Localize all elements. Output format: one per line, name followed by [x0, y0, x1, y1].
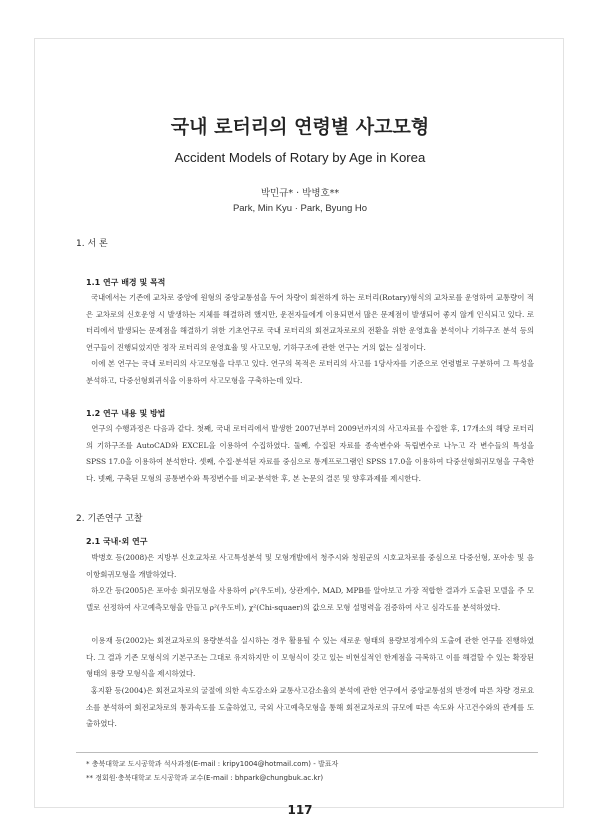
paragraph: 국내에서는 기존에 교차로 중앙에 원형의 중앙교통섬을 두어 차량이 회전하게 하는 로터리(Rotary)형식의 교차로를 운영하여 교통량이 적은 교차로의 신호운영 시 발생하는 지체를 해결하려 했지만, 운전자들에게 이용되면서 많은 문제점이 발생되어 좋지 않게 인식되고 있다. 로터리에서 발생되는 문제점을 해결하기 위한 기초연구로 국내 로터리의 회전교차로로의 전환을 위한 운영효율 분석이나 기하구조 분석 등의 연구들이 진행되었지만 정작 로터리의 운영효율 및 사고모형, 기하구조에 관한 연구는 거의 없는 실정이다.: [86, 293, 534, 352]
paper-title: 국내 로터리의 연령별 사고모형: [170, 116, 430, 138]
paragraph: 박병호 등(2008)은 지방부 신호교차로 사고특성분석 및 모형개발에서 청주시와 청원군의 시호교차로를 중심으로 다중선형, 포아송 및 음이항회귀모형을 개발하였다.: [86, 553, 534, 579]
paragraph: 이용재 등(2002)는 회전교차로의 용량분석을 실시하는 경우 활용될 수 있는 새로운 형태의 용량보정계수의 도출에 관한 연구를 진행하였다. 그 결과 기존 모형식의 기본구조는 그대로 유지하지만 이 모형식이 갖고 있는 비현실적인 한계점을 극복하고 이를 해결할 수 있는 확장된 형태의 용량 모형식을 제시하였다.: [86, 636, 534, 678]
footnote-author-1: * 충북대학교 도시공학과 석사과정(E-mail : kripy1004@hotmail.com) - 발표자: [86, 760, 339, 768]
section-heading-literature-review: 2. 기존연구 고찰: [76, 514, 143, 524]
section-heading-introduction: 1. 서 론: [76, 239, 108, 249]
paragraph: 이에 본 연구는 국내 로터리의 사고모형을 다루고 있다. 연구의 목적은 로터리의 사고를 1당사자를 기준으로 연령별로 구분하여 그 특성을 분석하고, 다중선형회귀식을 이용하여 사고모형을 구축하는데 있다.: [86, 359, 534, 385]
paragraph: 연구의 수행과정은 다음과 같다. 첫째, 국내 로터리에서 발생한 2007년부터 2009년까지의 사고자료를 수집한 후, 17개소의 해당 로터리의 기하구조를 AutoCAD와 EXCEL을 이용하여 수집하였다. 둘째, 수집된 자료를 종속변수와 독립변수로 나누고 각 변수들의 특성을 SPSS 17.0을 이용하여 분석한다. 셋째, 수집·분석된 자료를 중심으로 통계프로그램인 SPSS 17.0을 이용하여 다중선형회귀모형을 구축한다. 넷째, 구축된 모형의 공통변수와 특정변수를 비교·분석한 후, 본 논문의 결론 및 향후과제를 제시한다.: [86, 424, 534, 483]
paper-subtitle-english: Accident Models of Rotary by Age in Korea: [174, 150, 426, 165]
subsection-heading-domestic-foreign: 2.1 국내·외 연구: [86, 537, 148, 546]
footnote-divider: [76, 752, 538, 753]
subsection-heading-method: 1.2 연구 내용 및 방법: [86, 409, 166, 418]
paragraph: 홍지환 등(2004)은 회전교차로의 굴절에 의한 속도감소와 교통사고감소율의 분석에 관한 연구에서 중앙교통섬의 반경에 따른 차량 경로요소를 분석하여 회전교차로의 통과속도를 도출하였고, 국외 사고예측모형을 통해 회전교차로의 규모에 따른 속도와 사고건수와의 관계를 도출하였다.: [86, 686, 535, 728]
authors-korean: 박민규* · 박병호**: [260, 188, 340, 199]
page-number: 117: [287, 803, 313, 817]
subsection-heading-background: 1.1 연구 배경 및 목적: [86, 278, 166, 287]
paragraph: 하오간 등(2005)은 포아송 회귀모형을 사용하여 ρ²(우도비), 상관계수, MAD, MPB를 알아보고 가장 적합한 결과가 도출된 모델을 주 모델로 선정하여 사고예측모형을 만들고 ρ²(우도비), χ²(Chi-squaer)의 값으로 모형 설명력을 검증하여 사고 심각도를 분석하였다.: [86, 586, 534, 612]
footnote-author-2: ** 정회원·충북대학교 도시공학과 교수(E-mail : bhpark@chungbuk.ac.kr): [86, 774, 324, 782]
authors-english: Park, Min Kyu · Park, Byung Ho: [232, 203, 368, 214]
